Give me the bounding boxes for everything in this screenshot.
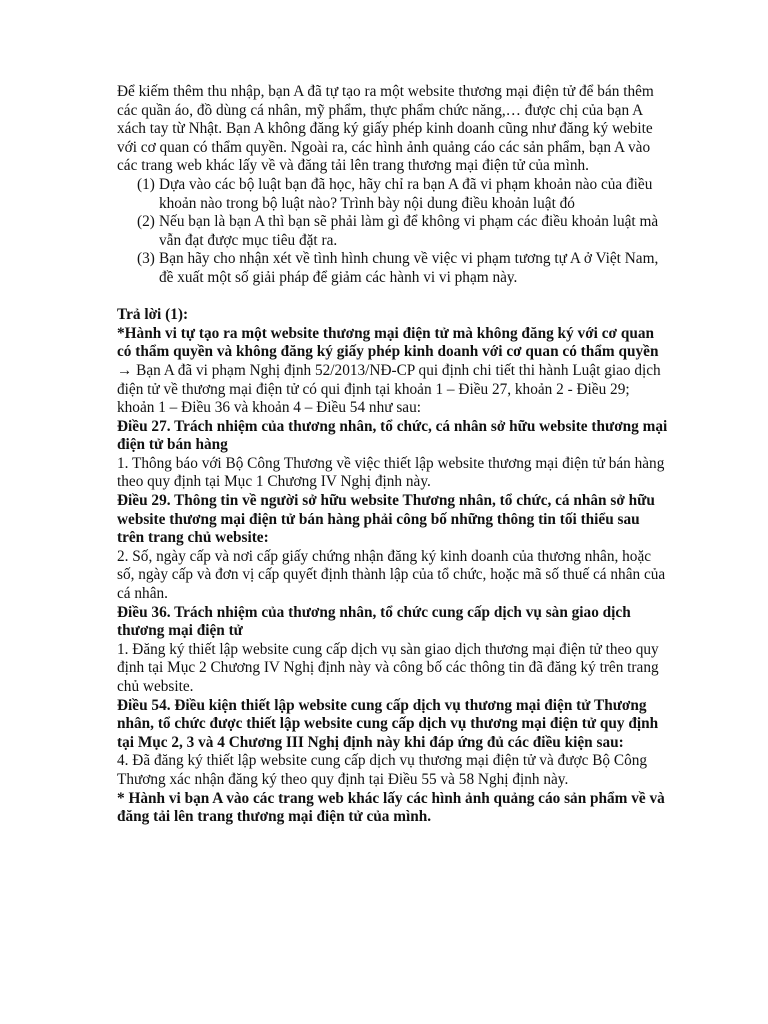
article-29-body: 2. Số, ngày cấp và nơi cấp giấy chứng nhận đăng ký kinh doanh của thương nhân, hoặc số, ngày cấp và đơn vị cấp quyết định thành lập của tổ chức, hoặc mã số thuế cá nhân của cá nhân. bbox=[117, 547, 666, 603]
article-36-body: 1. Đăng ký thiết lập website cung cấp dịch vụ sàn giao dịch thương mại điện tử theo quy định tại Mục 2 Chương IV Nghị định này và công bố các thông tin đã đăng ký trên trang chủ website. bbox=[117, 640, 659, 695]
question-text: Dựa vào các bộ luật bạn đã học, hãy chỉ ra bạn A đã vi phạm khoản nào của điều khoản nào trong bộ luật nào? Trình bày nội dung điều khoản luật đó bbox=[159, 175, 653, 212]
article-27-body: 1. Thông báo với Bộ Công Thương về việc thiết lập website thương mại điện tử bán hàng theo quy định tại Mục 1 Chương IV Nghị định này. bbox=[117, 454, 665, 491]
question-text: Bạn hãy cho nhận xét về tình hình chung về việc vi phạm tương tự A ở Việt Nam, đề xuất một số giải pháp để giảm các hành vi vi phạm này. bbox=[159, 250, 659, 286]
article-54-title: Điều 54. Điều kiện thiết lập website cung cấp dịch vụ thương mại điện tử Thương nhân, tổ chức được thiết lập website cung cấp dịch vụ thương mại điện tử quy định tại Mục 2, 3 và 4 Chương III Nghị định này khi đáp ứng đủ các điều kiện sau: bbox=[117, 696, 659, 751]
answer-heading: Trả lời (1): bbox=[117, 306, 189, 324]
act-one-heading: *Hành vi tự tạo ra một website thương mại điện tử mà không đăng ký với cơ quan có thẩm quyền và không đăng ký giấy phép kinh doanh với cơ quan có thẩm quyền bbox=[117, 324, 659, 361]
article-54-body: 4. Đã đăng ký thiết lập website cung cấp dịch vụ thương mại điện tử và được Bộ Công Thương xác nhận đăng ký theo quy định tại Điều 55 và 58 Nghị định này. bbox=[117, 752, 648, 788]
question-item bbox=[137, 213, 668, 250]
question-number: (3) bbox=[137, 250, 155, 268]
violation-paragraph: → Bạn A đã vi phạm Nghị định 52/2013/NĐ-CP qui định chi tiết thi hành Luật giao dịch điện tử về thương mại điện tử có qui định tại khoản 1 – Điều 27, khoản 2 - Điều 29; khoản 1 – Điều 36 và khoản 4 – Điều 54 như sau: bbox=[117, 361, 661, 417]
question-item bbox=[137, 250, 668, 287]
question-number: (2) bbox=[137, 213, 155, 231]
article-27-title: Điều 27. Trách nhiệm của thương nhân, tổ chức, cá nhân sở hữu website thương mại điện tử bán hàng bbox=[117, 417, 668, 454]
blank-line bbox=[117, 288, 668, 307]
article-29-title: Điều 29. Thông tin về người sở hữu website Thương nhân, tổ chức, cá nhân sở hữu website thương mại điện tử bán hàng phải công bố những thông tin tối thiểu sau trên trang chủ website: bbox=[117, 492, 655, 547]
act-two-heading: * Hành vi bạn A vào các trang web khác lấy các hình ảnh quảng cáo sản phẩm về và đăng tải lên trang thương mại điện tử của mình. bbox=[117, 789, 665, 826]
article-36-title: Điều 36. Trách nhiệm của thương nhân, tổ chức cung cấp dịch vụ sàn giao dịch thương mại điện tử bbox=[117, 603, 631, 640]
question-list bbox=[117, 176, 668, 288]
intro-paragraph: Để kiếm thêm thu nhập, bạn A đã tự tạo ra một website thương mại điện tử để bán thêm các quần áo, đồ dùng cá nhân, mỹ phẩm, thực phẩm chức năng,… được chị của bạn A xách tay từ Nhật. Bạn A không đăng ký giấy phép kinh doanh cũng như đăng ký webite với cơ quan có thẩm quyền. Ngoài ra, các hình ảnh quảng cáo các sản phẩm, bạn A vào các trang web khác lấy về và đăng tải lên trang thương mại điện tử của mình. bbox=[117, 83, 654, 175]
question-item bbox=[137, 176, 668, 213]
question-text: Nếu bạn là bạn A thì bạn sẽ phải làm gì để không vi phạm các điều khoản luật mà vẫn đạt được mục tiêu đặt ra. bbox=[159, 213, 659, 249]
question-number: (1) bbox=[137, 175, 155, 193]
